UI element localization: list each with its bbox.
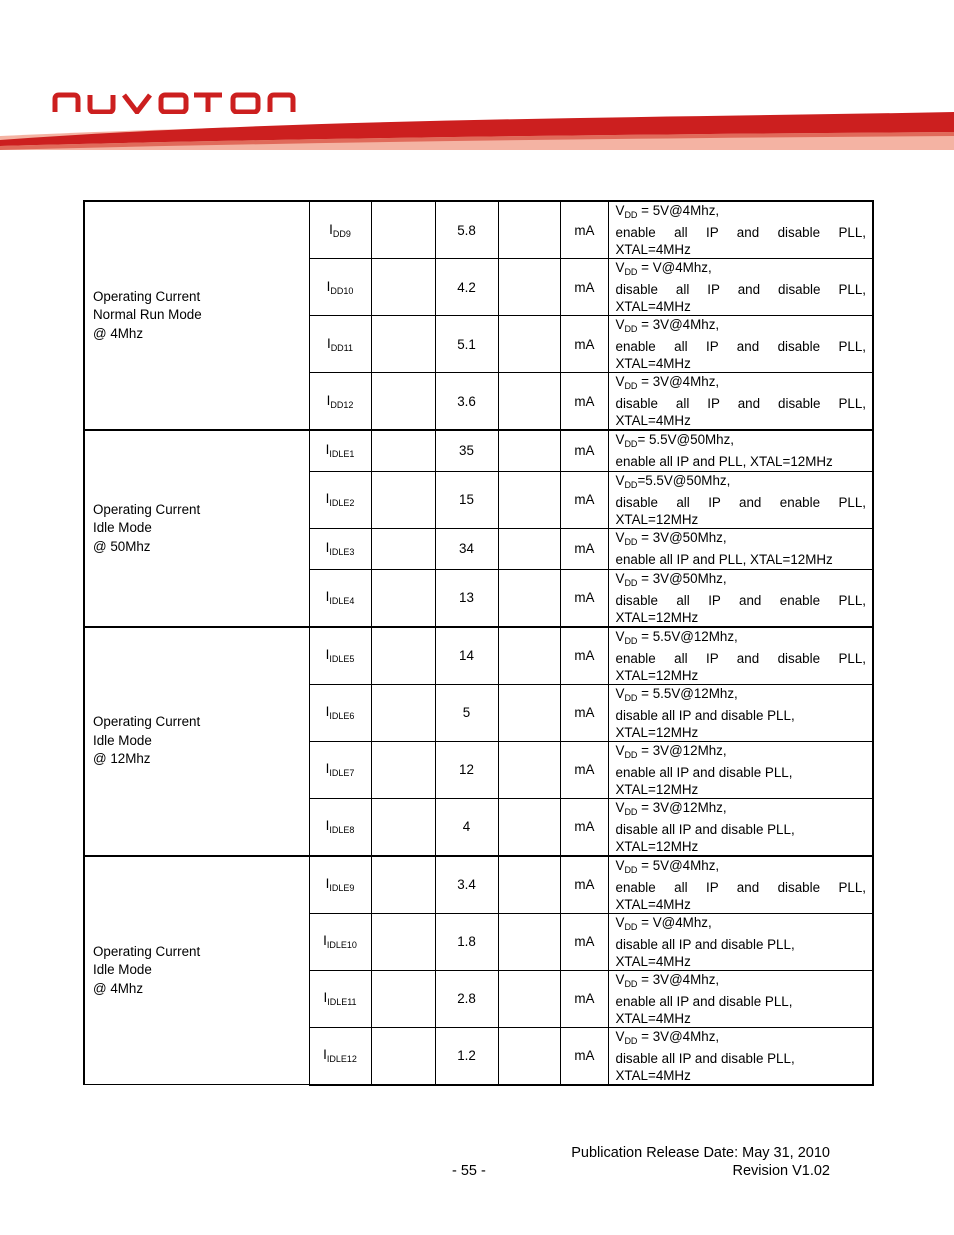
publication-release-date: Publication Release Date: May 31, 2010 bbox=[571, 1145, 830, 1161]
min-cell bbox=[371, 913, 435, 970]
condition-line: enable all IP and disable PLL, bbox=[615, 225, 866, 240]
symbol-subscript: IDLE9 bbox=[329, 883, 355, 893]
parameter-line: @ 50Mhz bbox=[93, 538, 151, 554]
unit-cell: mA bbox=[560, 259, 608, 316]
vdd-value: = V@4Mhz, bbox=[637, 260, 712, 275]
max-cell bbox=[498, 627, 560, 685]
max-cell bbox=[498, 856, 560, 914]
test-condition bbox=[608, 1027, 873, 1085]
test-condition bbox=[608, 316, 873, 373]
symbol-subscript: DD12 bbox=[330, 399, 354, 410]
unit-cell: mA bbox=[560, 528, 608, 569]
symbol-subscript: DD11 bbox=[330, 342, 354, 353]
vdd-subscript: DD bbox=[624, 1035, 638, 1046]
typical-value: 4.2 bbox=[435, 259, 498, 316]
vdd-value: = V@4Mhz, bbox=[637, 914, 712, 930]
test-condition bbox=[608, 798, 873, 856]
typical-value: 12 bbox=[435, 741, 498, 798]
condition-line: XTAL=4MHz bbox=[615, 1010, 691, 1026]
parameter-line: Operating Current bbox=[93, 943, 201, 959]
condition-line: enable all IP and PLL, XTAL=12MHz bbox=[615, 552, 833, 567]
max-cell bbox=[498, 201, 560, 259]
max-cell bbox=[498, 569, 560, 627]
unit-cell: mA bbox=[560, 970, 608, 1027]
max-cell bbox=[498, 528, 560, 569]
condition-vdd-line bbox=[616, 857, 867, 879]
symbol-cell bbox=[309, 569, 371, 627]
table-row bbox=[84, 201, 873, 259]
test-condition bbox=[608, 569, 873, 627]
condition-vdd-line bbox=[616, 472, 867, 494]
vdd-value: = 3V@4Mhz, bbox=[637, 971, 720, 987]
symbol-cell bbox=[309, 741, 371, 798]
symbol-letter: I bbox=[325, 761, 330, 776]
condition-line: enable all IP and PLL, XTAL=12MHz bbox=[615, 454, 833, 470]
test-condition bbox=[608, 913, 873, 970]
parameter-line: Operating Current bbox=[93, 714, 201, 730]
condition-vdd-line bbox=[616, 373, 867, 395]
vdd-value: = 3V@4Mhz, bbox=[637, 374, 720, 389]
condition-vdd-line bbox=[616, 1028, 867, 1050]
vdd-subscript: DD bbox=[624, 324, 638, 334]
typical-value: 2.8 bbox=[435, 970, 498, 1027]
vdd-subscript: DD bbox=[624, 210, 638, 220]
vdd-subscript: DD bbox=[624, 635, 638, 646]
condition-vdd-line bbox=[616, 202, 867, 224]
symbol-subscript: IDLE8 bbox=[329, 825, 355, 835]
vdd-value: = 3V@12Mhz, bbox=[637, 742, 727, 758]
typical-value: 14 bbox=[435, 627, 498, 685]
condition-vdd-line bbox=[616, 742, 867, 764]
max-cell bbox=[498, 684, 560, 741]
symbol-subscript: IDLE11 bbox=[327, 997, 357, 1007]
condition-line: XTAL=4MHz bbox=[615, 1067, 691, 1083]
max-cell bbox=[498, 430, 560, 471]
symbol-subscript: IDLE12 bbox=[326, 1054, 357, 1064]
min-cell bbox=[371, 856, 435, 914]
vdd-letter: V bbox=[615, 1028, 625, 1044]
min-cell bbox=[371, 569, 435, 627]
vdd-subscript: DD bbox=[624, 921, 638, 932]
symbol-letter: I bbox=[325, 818, 330, 833]
vdd-subscript: DD bbox=[624, 479, 638, 490]
table-row bbox=[84, 627, 873, 685]
symbol-cell bbox=[309, 259, 371, 316]
parameter-line: Operating Current bbox=[93, 501, 201, 517]
vdd-letter: V bbox=[615, 374, 625, 389]
condition-vdd-line bbox=[616, 570, 867, 592]
min-cell bbox=[371, 1027, 435, 1085]
parameter-cell bbox=[84, 430, 309, 627]
symbol-subscript: IDLE2 bbox=[329, 498, 355, 508]
vdd-subscript: DD bbox=[624, 439, 638, 450]
condition-line: enable all IP and disable PLL, bbox=[615, 339, 866, 354]
vdd-value: = 3V@50Mhz, bbox=[637, 570, 727, 586]
parameter-line: Idle Mode bbox=[93, 732, 152, 748]
condition-line: disable all IP and disable PLL, bbox=[615, 396, 866, 411]
condition-line: enable all IP and disable PLL, bbox=[615, 879, 866, 895]
symbol-subscript: IDLE10 bbox=[326, 940, 357, 950]
typical-value: 1.2 bbox=[435, 1027, 498, 1085]
symbol-subscript: IDLE5 bbox=[329, 654, 355, 664]
condition-line: disable all IP and disable PLL, bbox=[615, 821, 795, 837]
vdd-subscript: DD bbox=[624, 692, 638, 703]
condition-vdd-line bbox=[616, 914, 867, 936]
parameter-line: Normal Run Mode bbox=[93, 307, 202, 323]
condition-vdd-line bbox=[616, 628, 867, 650]
max-cell bbox=[498, 970, 560, 1027]
parameter-line: Idle Mode bbox=[93, 520, 152, 535]
header-band bbox=[0, 110, 954, 150]
symbol-subscript: IDLE4 bbox=[329, 596, 355, 606]
symbol-letter: I bbox=[325, 442, 330, 458]
symbol-cell bbox=[309, 201, 371, 259]
condition-line: disable all IP and disable PLL, bbox=[615, 1050, 795, 1066]
condition-line: XTAL=12MHz bbox=[615, 781, 699, 797]
condition-vdd-line bbox=[616, 259, 867, 281]
parameter-line: Operating Current bbox=[93, 288, 201, 304]
typical-value: 4 bbox=[435, 798, 498, 856]
symbol-cell bbox=[309, 627, 371, 685]
min-cell bbox=[371, 430, 435, 471]
condition-line: XTAL=12MHz bbox=[615, 667, 699, 683]
min-cell bbox=[371, 970, 435, 1027]
max-cell bbox=[498, 316, 560, 373]
vdd-letter: V bbox=[615, 472, 625, 488]
condition-line: XTAL=4MHz bbox=[615, 299, 691, 314]
vdd-value: = 5.5V@12Mhz, bbox=[637, 628, 738, 644]
table-row bbox=[84, 430, 873, 471]
unit-cell: mA bbox=[560, 741, 608, 798]
vdd-subscript: DD bbox=[624, 978, 638, 989]
vdd-letter: V bbox=[615, 914, 625, 930]
symbol-cell bbox=[309, 798, 371, 856]
symbol-letter: I bbox=[325, 647, 330, 662]
test-condition bbox=[608, 471, 873, 528]
condition-line: disable all IP and disable PLL, bbox=[615, 936, 795, 952]
typical-value: 3.6 bbox=[435, 373, 498, 431]
symbol-subscript: DD9 bbox=[332, 228, 351, 239]
symbol-letter: I bbox=[323, 933, 327, 948]
symbol-cell bbox=[309, 856, 371, 914]
typical-value: 35 bbox=[435, 430, 498, 471]
vdd-value: = 5.5V@50Mhz, bbox=[637, 432, 735, 448]
symbol-letter: I bbox=[326, 278, 331, 294]
max-cell bbox=[498, 373, 560, 431]
condition-line: XTAL=12MHz bbox=[615, 724, 699, 740]
typical-value: 5.1 bbox=[435, 316, 498, 373]
symbol-subscript: IDLE7 bbox=[329, 768, 355, 778]
unit-cell: mA bbox=[560, 471, 608, 528]
symbol-cell bbox=[309, 471, 371, 528]
symbol-subscript: IDLE1 bbox=[329, 449, 355, 460]
unit-cell: mA bbox=[560, 430, 608, 471]
min-cell bbox=[371, 259, 435, 316]
condition-line: XTAL=12MHz bbox=[615, 511, 699, 527]
vdd-value: = 5.5V@12Mhz, bbox=[637, 685, 738, 701]
vdd-letter: V bbox=[615, 432, 625, 448]
condition-line: disable all IP and enable PLL, bbox=[615, 494, 866, 510]
condition-line: XTAL=12MHz bbox=[615, 838, 699, 854]
test-condition bbox=[608, 528, 873, 569]
vdd-value: = 3V@4Mhz, bbox=[637, 317, 720, 332]
min-cell bbox=[371, 471, 435, 528]
condition-vdd-line bbox=[616, 799, 867, 821]
symbol-letter: I bbox=[323, 990, 328, 1005]
max-cell bbox=[498, 741, 560, 798]
symbol-subscript: IDLE3 bbox=[329, 547, 355, 557]
unit-cell: mA bbox=[560, 1027, 608, 1085]
vdd-letter: V bbox=[615, 203, 625, 218]
condition-line: XTAL=4MHz bbox=[615, 356, 691, 371]
max-cell bbox=[498, 798, 560, 856]
condition-vdd-line bbox=[616, 529, 867, 551]
min-cell bbox=[371, 741, 435, 798]
max-cell bbox=[498, 471, 560, 528]
vdd-subscript: DD bbox=[624, 864, 638, 875]
condition-line: XTAL=4MHz bbox=[615, 953, 691, 969]
condition-vdd-line bbox=[616, 685, 867, 707]
symbol-cell bbox=[309, 316, 371, 373]
test-condition bbox=[608, 430, 873, 471]
unit-cell: mA bbox=[560, 201, 608, 259]
max-cell bbox=[498, 1027, 560, 1085]
vdd-value: = 3V@12Mhz, bbox=[637, 799, 727, 815]
max-cell bbox=[498, 259, 560, 316]
vdd-subscript: DD bbox=[624, 267, 638, 277]
vdd-letter: V bbox=[615, 971, 625, 987]
parameter-cell bbox=[84, 856, 309, 1085]
vdd-letter: V bbox=[615, 857, 625, 873]
vdd-subscript: DD bbox=[624, 577, 638, 588]
parameter-line: Idle Mode bbox=[93, 962, 152, 977]
unit-cell: mA bbox=[560, 798, 608, 856]
symbol-letter: I bbox=[325, 589, 330, 604]
vdd-value: = 5V@4Mhz, bbox=[637, 857, 720, 873]
condition-line: disable all IP and disable PLL, bbox=[615, 282, 866, 297]
vdd-value: = 3V@50Mhz, bbox=[637, 530, 727, 545]
condition-line: XTAL=12MHz bbox=[615, 609, 699, 625]
min-cell bbox=[371, 684, 435, 741]
symbol-letter: I bbox=[325, 704, 330, 719]
condition-vdd-line bbox=[616, 431, 867, 453]
min-cell bbox=[371, 528, 435, 569]
symbol-letter: I bbox=[325, 876, 330, 891]
typical-value: 5.8 bbox=[435, 201, 498, 259]
condition-vdd-line bbox=[616, 971, 867, 993]
parameter-cell bbox=[84, 627, 309, 856]
vdd-letter: V bbox=[615, 260, 625, 275]
vdd-value: =5.5V@50Mhz, bbox=[637, 472, 731, 488]
parameter-line: @ 4Mhz bbox=[93, 325, 144, 341]
min-cell bbox=[371, 316, 435, 373]
typical-value: 5 bbox=[435, 684, 498, 741]
unit-cell: mA bbox=[560, 373, 608, 431]
parameter-line: @ 12Mhz bbox=[93, 751, 151, 767]
page-number: - 55 - bbox=[452, 1163, 486, 1179]
parameter-line: @ 4Mhz bbox=[93, 980, 144, 996]
symbol-cell bbox=[309, 913, 371, 970]
vdd-letter: V bbox=[615, 530, 625, 545]
condition-line: disable all IP and enable PLL, bbox=[615, 592, 866, 608]
typical-value: 13 bbox=[435, 569, 498, 627]
unit-cell: mA bbox=[560, 627, 608, 685]
symbol-letter: I bbox=[325, 540, 330, 555]
unit-cell: mA bbox=[560, 569, 608, 627]
test-condition bbox=[608, 627, 873, 685]
vdd-letter: V bbox=[615, 799, 625, 815]
vdd-letter: V bbox=[615, 317, 625, 332]
vdd-letter: V bbox=[615, 570, 625, 586]
min-cell bbox=[371, 627, 435, 685]
test-condition bbox=[608, 741, 873, 798]
condition-vdd-line bbox=[616, 316, 867, 338]
symbol-letter: I bbox=[326, 335, 331, 351]
unit-cell: mA bbox=[560, 913, 608, 970]
typical-value: 34 bbox=[435, 528, 498, 569]
symbol-cell bbox=[309, 430, 371, 471]
min-cell bbox=[371, 201, 435, 259]
condition-line: enable all IP and disable PLL, bbox=[615, 993, 793, 1009]
vdd-subscript: DD bbox=[624, 806, 638, 817]
test-condition bbox=[608, 259, 873, 316]
condition-line: XTAL=4MHz bbox=[615, 242, 691, 257]
test-condition bbox=[608, 201, 873, 259]
revision: Revision V1.02 bbox=[732, 1163, 830, 1179]
unit-cell: mA bbox=[560, 684, 608, 741]
symbol-letter: I bbox=[326, 392, 331, 408]
symbol-subscript: DD10 bbox=[330, 285, 354, 296]
condition-line: enable all IP and disable PLL, bbox=[615, 650, 866, 666]
condition-line: XTAL=4MHz bbox=[615, 413, 691, 428]
symbol-cell bbox=[309, 528, 371, 569]
test-condition bbox=[608, 970, 873, 1027]
condition-line: XTAL=4MHz bbox=[615, 896, 691, 912]
test-condition bbox=[608, 684, 873, 741]
vdd-subscript: DD bbox=[624, 537, 638, 547]
vdd-letter: V bbox=[615, 742, 625, 758]
unit-cell: mA bbox=[560, 856, 608, 914]
table-row bbox=[84, 856, 873, 914]
symbol-cell bbox=[309, 1027, 371, 1085]
electrical-characteristics-table bbox=[83, 200, 874, 1086]
min-cell bbox=[371, 373, 435, 431]
vdd-subscript: DD bbox=[624, 381, 638, 391]
typical-value: 3.4 bbox=[435, 856, 498, 914]
symbol-cell bbox=[309, 684, 371, 741]
min-cell bbox=[371, 798, 435, 856]
condition-line: enable all IP and disable PLL, bbox=[615, 764, 793, 780]
symbol-cell bbox=[309, 970, 371, 1027]
vdd-subscript: DD bbox=[624, 749, 638, 760]
typical-value: 1.8 bbox=[435, 913, 498, 970]
vdd-letter: V bbox=[615, 628, 625, 644]
max-cell bbox=[498, 913, 560, 970]
test-condition bbox=[608, 373, 873, 431]
vdd-value: = 5V@4Mhz, bbox=[637, 203, 720, 218]
condition-line: disable all IP and disable PLL, bbox=[615, 707, 795, 723]
symbol-cell bbox=[309, 373, 371, 431]
symbol-letter: I bbox=[329, 221, 333, 237]
unit-cell: mA bbox=[560, 316, 608, 373]
vdd-letter: V bbox=[615, 685, 625, 701]
symbol-letter: I bbox=[325, 491, 330, 506]
typical-value: 15 bbox=[435, 471, 498, 528]
vdd-value: = 3V@4Mhz, bbox=[637, 1028, 720, 1044]
test-condition bbox=[608, 856, 873, 914]
symbol-subscript: IDLE6 bbox=[329, 711, 355, 721]
parameter-cell bbox=[84, 201, 309, 430]
symbol-letter: I bbox=[323, 1047, 327, 1062]
